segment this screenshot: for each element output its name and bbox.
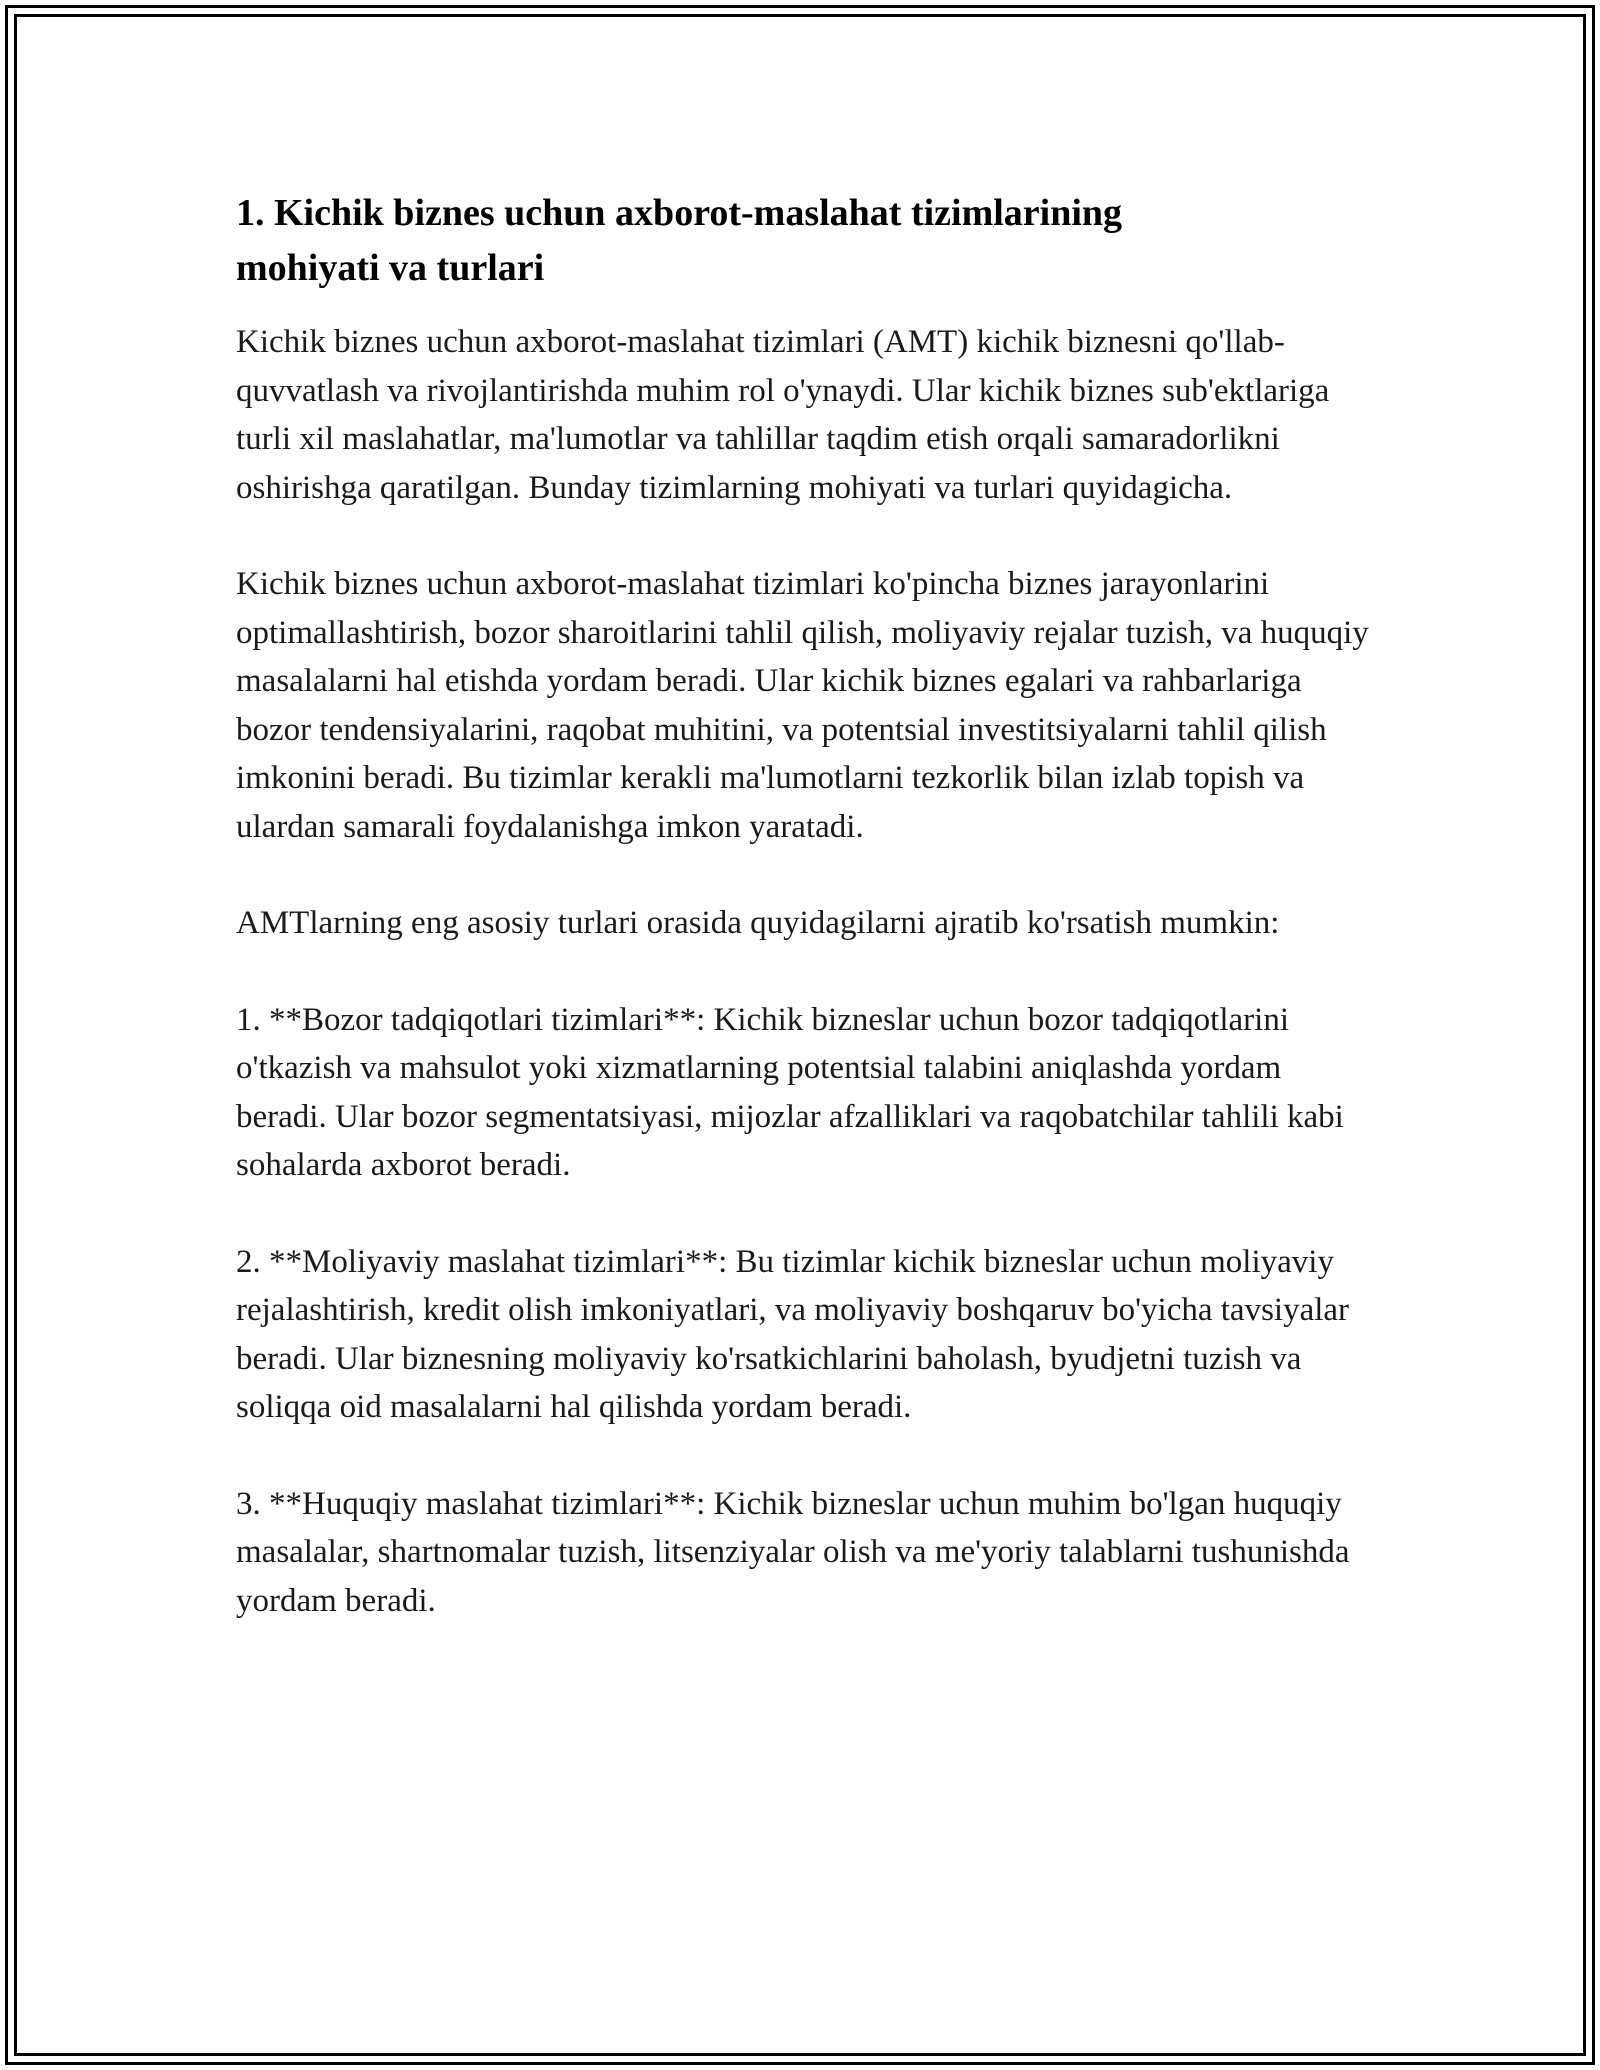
document-body — [236, 186, 1376, 1673]
list-item-financial-advice: 2. **Moliyaviy maslahat tizimlari**: Bu tizimlar kichik bizneslar uchun moliyaviy rejalashtirish, kredit olish imkoniyatlari, va moliyaviy boshqaruv bo'yicha tavsiyalar beradi. Ular biznesning moliyaviy ko'rsatkichlarini baholash, byudjetni tuzish va soliqqa oid masalalarni hal qilishda yordam beradi. — [236, 1243, 1350, 1425]
paragraph-purpose: Kichik biznes uchun axborot-maslahat tizimlari ko'pincha biznes jarayonlarini optimallashtirish, bozor sharoitlarini tahlil qilish, moliyaviy rejalar tuzish, va huquqiy masalalarni hal etishda yordam beradi. Ular kichik biznes egalari va rahbarlariga bozor tendensiyalarini, raqobat muhitini, va potentsial investitsiyalarni tahlil qilish imkonini beradi. Bu tizimlar kerakli ma'lumotlarni tezkorlik bilan izlab topish va ulardan samarali foydalanishga imkon yaratadi. — [236, 566, 1369, 845]
paragraph-intro: Kichik biznes uchun axborot-maslahat tizimlari (AMT) kichik biznesni qo'llab-quvvatlash va rivojlantirishda muhim rol o'ynaydi. Ular kichik biznes sub'ektlariga turli xil maslahatlar, ma'lumotlar va tahlillar taqdim etish orqali samaradorlikni oshirishga qaratilgan. Bunday tizimlarning mohiyati va turlari quyidagicha. — [236, 324, 1330, 506]
paragraph-types-intro: AMTlarning eng asosiy turlari orasida quyidagilarni ajratib ko'rsatish mumkin: — [236, 905, 1280, 941]
list-item-market-research: 1. **Bozor tadqiqotlari tizimlari**: Kichik bizneslar uchun bozor tadqiqotlarini o'tkazish va mahsulot yoki xizmatlarning potentsial talabini aniqlashda yordam beradi. Ular bozor segmentatsiyasi, mijozlar afzalliklari va raqobatchilar tahlili kabi sohalarda axborot beradi. — [236, 1001, 1344, 1183]
section-heading: 1. Kichik biznes uchun axborot-maslahat tizimlarining mohiyati va turlari — [236, 192, 1123, 289]
list-item-legal-advice: 3. **Huquqiy maslahat tizimlari**: Kichik bizneslar uchun muhim bo'lgan huquqiy masalalar, shartnomalar tuzish, litsenziyalar olish va me'yoriy talablarni tushunishda yordam beradi. — [236, 1485, 1350, 1619]
